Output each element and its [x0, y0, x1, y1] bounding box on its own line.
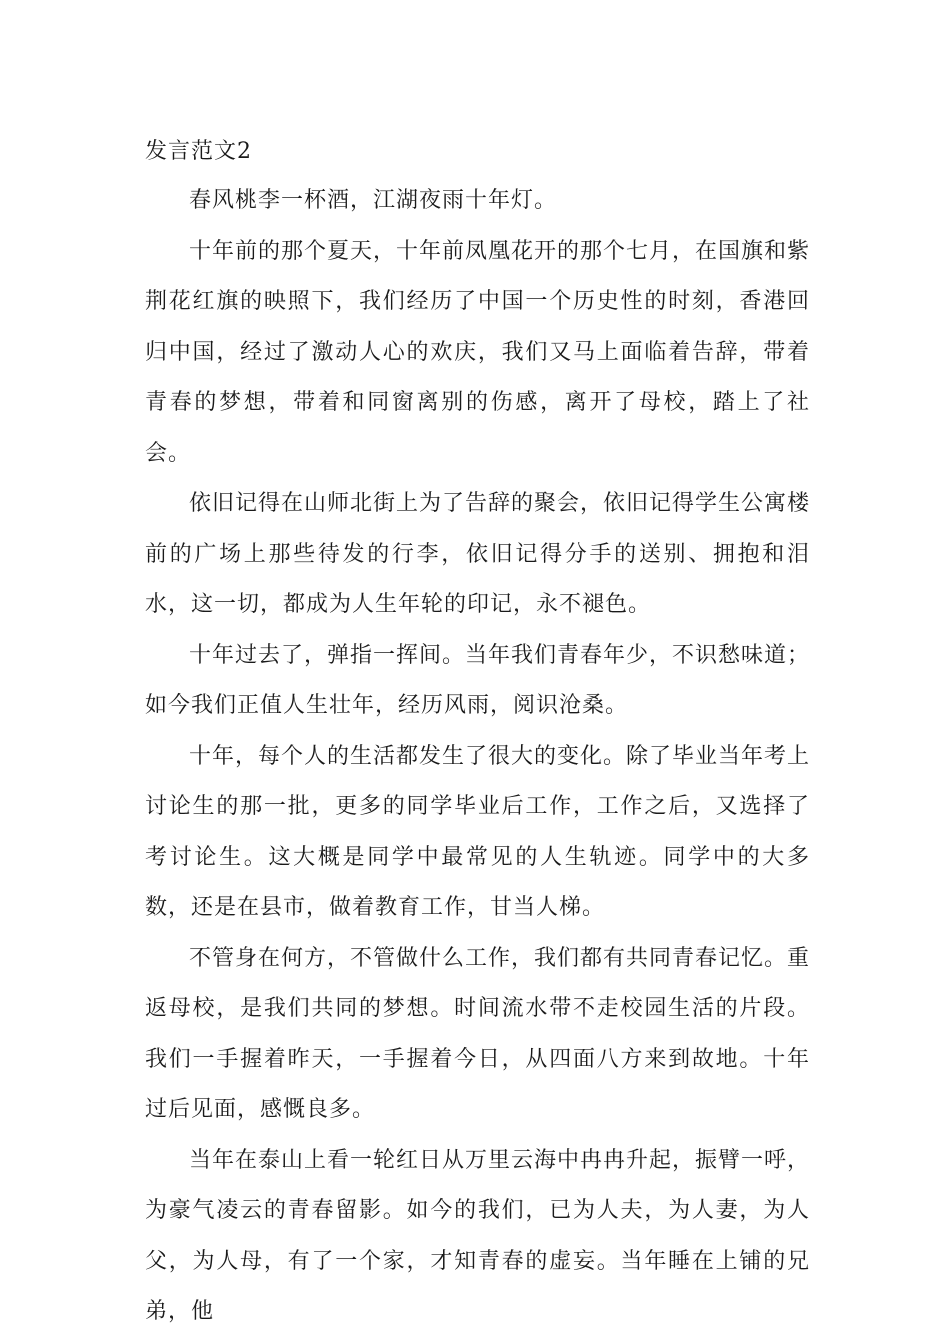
section-heading: 发言范文2 [145, 139, 252, 164]
paragraph-7: 当年在泰山上看一轮红日从万里云海中冉冉升起，振臂一呼，为豪气凌云的青春留影。如今的我们，已为人夫，为人妻，为人父，为人母，有了一个家，才知青春的虚妄。当年睡在上铺的兄弟，他 [145, 1147, 811, 1324]
document-body [145, 128, 810, 1338]
paragraph-5: 十年，每个人的生活都发生了很大的变化。除了毕业当年考上讨论生的那一批，更多的同学毕业后工作，工作之后，又选择了考讨论生。这大概是同学中最常见的人生轨迹。同学中的大多数，还是在县市，做着教育工作，甘当人梯。 [145, 743, 811, 920]
paragraph-1: 春风桃李一杯酒，江湖夜雨十年灯。 [189, 188, 558, 213]
paragraph-3: 依旧记得在山师北街上为了告辞的聚会，依旧记得学生公寓楼前的广场上那些待发的行李，依旧记得分手的送别、拥抱和泪水，这一切，都成为人生年轮的印记，永不褪色。 [145, 491, 811, 617]
paragraph-2: 十年前的那个夏天，十年前凤凰花开的那个七月，在国旗和紫荆花红旗的映照下，我们经历了中国一个历史性的时刻，香港回归中国，经过了激动人心的欢庆，我们又马上面临着告辞，带着青春的梦想，带着和同窗离别的伤感，离开了母校，踏上了社会。 [145, 238, 811, 466]
paragraph-4: 十年过去了，弹指一挥间。当年我们青春年少，不识愁味道；如今我们正值人生壮年，经历风雨，阅识沧桑。 [145, 642, 811, 718]
paragraph-6: 不管身在何方，不管做什么工作，我们都有共同青春记忆。重返母校，是我们共同的梦想。时间流水带不走校园生活的片段。我们一手握着昨天，一手握着今日，从四面八方来到故地。十年过后见面，感慨良多。 [145, 945, 811, 1122]
